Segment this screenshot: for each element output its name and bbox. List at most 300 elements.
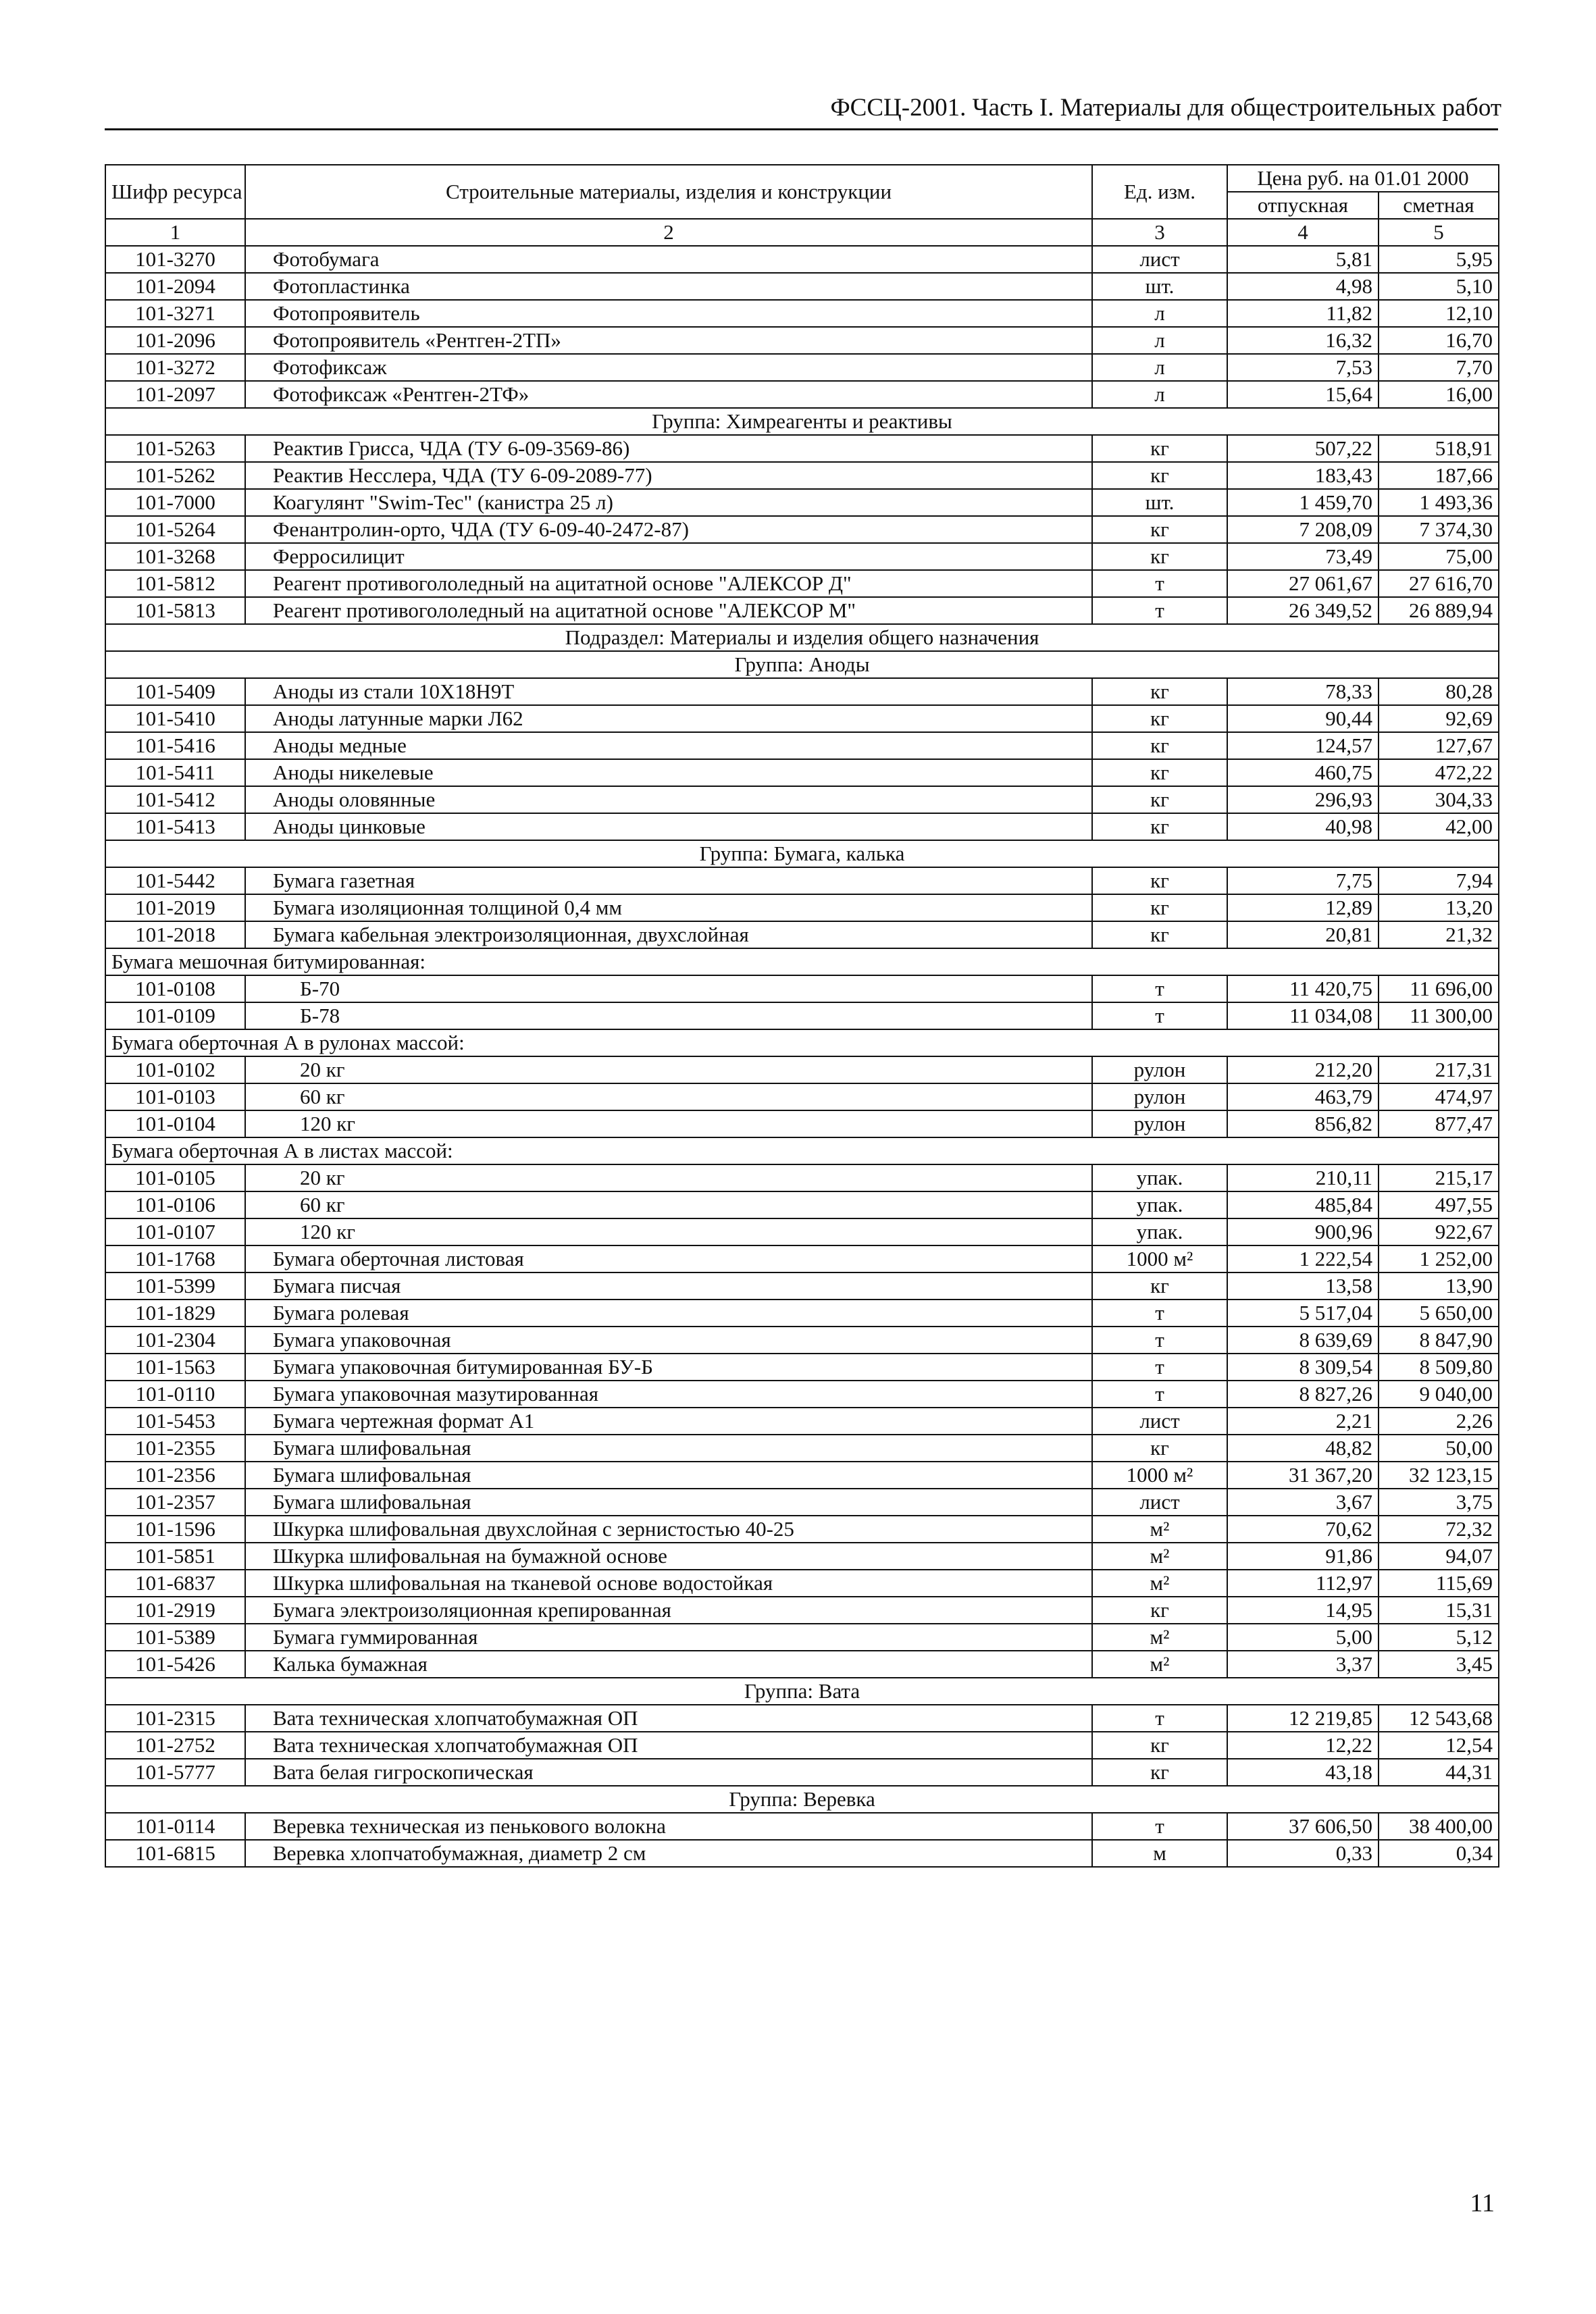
subsection-heading: Подраздел: Материалы и изделия общего назначения <box>105 624 1499 651</box>
release-price: 12,22 <box>1227 1732 1379 1759</box>
resource-code: 101-2919 <box>105 1597 245 1624</box>
material-name: Бумага ролевая <box>245 1300 1092 1327</box>
material-name: Бумага кабельная электроизоляционная, двухслойная <box>245 921 1092 948</box>
release-price: 507,22 <box>1227 435 1379 462</box>
subheading-row <box>105 1029 1499 1056</box>
release-price: 463,79 <box>1227 1083 1379 1110</box>
estimate-price: 13,20 <box>1379 894 1499 921</box>
resource-code: 101-0106 <box>105 1191 245 1218</box>
release-price: 48,82 <box>1227 1435 1379 1462</box>
material-name: Вата белая гигроскопическая <box>245 1759 1092 1786</box>
material-name: Фенантролин-орто, ЧДА (ТУ 6-09-40-2472-87) <box>245 516 1092 543</box>
material-name: 120 кг <box>245 1110 1092 1137</box>
material-name: Аноды цинковые <box>245 813 1092 840</box>
estimate-price: 518,91 <box>1379 435 1499 462</box>
table-row <box>105 381 1499 408</box>
table-row <box>105 705 1499 732</box>
material-name: Реагент противогололедный на ацитатной основе "АЛЕКСОР Д" <box>245 570 1092 597</box>
header-unit: Ед. изм. <box>1092 165 1227 219</box>
header-name: Строительные материалы, изделия и конструкции <box>245 165 1092 219</box>
estimate-price: 8 847,90 <box>1379 1327 1499 1354</box>
material-name: Бумага электроизоляционная крепированная <box>245 1597 1092 1624</box>
estimate-price: 3,45 <box>1379 1651 1499 1678</box>
release-price: 5,00 <box>1227 1624 1379 1651</box>
estimate-price: 5,95 <box>1379 246 1499 273</box>
table-row <box>105 300 1499 327</box>
material-name: Бумага шлифовальная <box>245 1462 1092 1489</box>
material-name: Бумага упаковочная <box>245 1327 1092 1354</box>
table-header <box>105 165 1499 246</box>
release-price: 8 639,69 <box>1227 1327 1379 1354</box>
release-price: 124,57 <box>1227 732 1379 759</box>
release-price: 112,97 <box>1227 1570 1379 1597</box>
unit-of-measure: т <box>1092 570 1227 597</box>
table-row <box>105 1056 1499 1083</box>
resource-code: 101-2019 <box>105 894 245 921</box>
estimate-price: 8 509,80 <box>1379 1354 1499 1381</box>
table-row <box>105 813 1499 840</box>
release-price: 37 606,50 <box>1227 1813 1379 1840</box>
material-name: Фотопроявитель <box>245 300 1092 327</box>
unit-of-measure: м² <box>1092 1543 1227 1570</box>
group-heading-row <box>105 1786 1499 1813</box>
table-row <box>105 1489 1499 1516</box>
document-header-title: ФССЦ-2001. Часть I. Материалы для общестроительных работ <box>830 94 1501 122</box>
unit-of-measure: т <box>1092 1002 1227 1029</box>
estimate-price: 12 543,68 <box>1379 1705 1499 1732</box>
release-price: 212,20 <box>1227 1056 1379 1083</box>
estimate-price: 11 696,00 <box>1379 975 1499 1002</box>
material-name: Бумага газетная <box>245 867 1092 894</box>
unit-of-measure: кг <box>1092 813 1227 840</box>
release-price: 31 367,20 <box>1227 1462 1379 1489</box>
unit-of-measure: лист <box>1092 246 1227 273</box>
unit-of-measure: т <box>1092 975 1227 1002</box>
table-row <box>105 1543 1499 1570</box>
estimate-price: 38 400,00 <box>1379 1813 1499 1840</box>
material-name: Б-70 <box>245 975 1092 1002</box>
table-row <box>105 894 1499 921</box>
table-row <box>105 597 1499 624</box>
estimate-price: 5 650,00 <box>1379 1300 1499 1327</box>
subheading-label: Бумага оберточная А в рулонах массой: <box>105 1029 1499 1056</box>
release-price: 856,82 <box>1227 1110 1379 1137</box>
material-name: Аноды медные <box>245 732 1092 759</box>
page-number: 11 <box>1470 2189 1495 2217</box>
resource-code: 101-5409 <box>105 678 245 705</box>
table-row <box>105 1705 1499 1732</box>
release-price: 7,75 <box>1227 867 1379 894</box>
resource-code: 101-3270 <box>105 246 245 273</box>
table-row <box>105 678 1499 705</box>
resource-code: 101-2315 <box>105 1705 245 1732</box>
estimate-price: 80,28 <box>1379 678 1499 705</box>
resource-code: 101-2355 <box>105 1435 245 1462</box>
resource-code: 101-5851 <box>105 1543 245 1570</box>
material-name: Вата техническая хлопчатобумажная ОП <box>245 1705 1092 1732</box>
unit-of-measure: кг <box>1092 1732 1227 1759</box>
material-name: Бумага писчая <box>245 1272 1092 1300</box>
estimate-price: 26 889,94 <box>1379 597 1499 624</box>
table-row <box>105 786 1499 813</box>
material-name: Фотопластинка <box>245 273 1092 300</box>
table-row <box>105 1272 1499 1300</box>
table-row <box>105 1435 1499 1462</box>
table-row <box>105 489 1499 516</box>
unit-of-measure: рулон <box>1092 1056 1227 1083</box>
unit-of-measure: кг <box>1092 786 1227 813</box>
resource-code: 101-2094 <box>105 273 245 300</box>
unit-of-measure: т <box>1092 1354 1227 1381</box>
table-row <box>105 462 1499 489</box>
table-row <box>105 759 1499 786</box>
estimate-price: 7,70 <box>1379 354 1499 381</box>
estimate-price: 215,17 <box>1379 1164 1499 1191</box>
release-price: 11,82 <box>1227 300 1379 327</box>
resource-code: 101-2096 <box>105 327 245 354</box>
resource-code: 101-0104 <box>105 1110 245 1137</box>
material-name: Бумага упаковочная битумированная БУ-Б <box>245 1354 1092 1381</box>
release-price: 8 309,54 <box>1227 1354 1379 1381</box>
resource-code: 101-0109 <box>105 1002 245 1029</box>
group-heading-row <box>105 408 1499 435</box>
unit-of-measure: упак. <box>1092 1218 1227 1245</box>
estimate-price: 94,07 <box>1379 1543 1499 1570</box>
unit-of-measure: м <box>1092 1840 1227 1867</box>
release-price: 91,86 <box>1227 1543 1379 1570</box>
unit-of-measure: кг <box>1092 1435 1227 1462</box>
release-price: 485,84 <box>1227 1191 1379 1218</box>
unit-of-measure: рулон <box>1092 1083 1227 1110</box>
table-row <box>105 867 1499 894</box>
material-name: 60 кг <box>245 1191 1092 1218</box>
table-row <box>105 1191 1499 1218</box>
release-price: 7 208,09 <box>1227 516 1379 543</box>
material-name: Веревка техническая из пенькового волокна <box>245 1813 1092 1840</box>
resource-code: 101-5411 <box>105 759 245 786</box>
material-name: Фотопроявитель «Рентген-2ТП» <box>245 327 1092 354</box>
material-name: Вата техническая хлопчатобумажная ОП <box>245 1732 1092 1759</box>
unit-of-measure: т <box>1092 1381 1227 1408</box>
table-row <box>105 1462 1499 1489</box>
table-row <box>105 1083 1499 1110</box>
unit-of-measure: кг <box>1092 921 1227 948</box>
estimate-price: 12,10 <box>1379 300 1499 327</box>
unit-of-measure: кг <box>1092 516 1227 543</box>
estimate-price: 922,67 <box>1379 1218 1499 1245</box>
resource-code: 101-0110 <box>105 1381 245 1408</box>
material-name: 120 кг <box>245 1218 1092 1245</box>
material-name: Бумага гуммированная <box>245 1624 1092 1651</box>
release-price: 7,53 <box>1227 354 1379 381</box>
resource-code: 101-1563 <box>105 1354 245 1381</box>
material-name: 20 кг <box>245 1056 1092 1083</box>
resource-code: 101-5442 <box>105 867 245 894</box>
resource-code: 101-0105 <box>105 1164 245 1191</box>
release-price: 1 222,54 <box>1227 1245 1379 1272</box>
resource-code: 101-3271 <box>105 300 245 327</box>
release-price: 12,89 <box>1227 894 1379 921</box>
resource-code: 101-3268 <box>105 543 245 570</box>
subheading-row <box>105 1137 1499 1164</box>
unit-of-measure: т <box>1092 597 1227 624</box>
resource-code: 101-2304 <box>105 1327 245 1354</box>
resource-code: 101-5813 <box>105 597 245 624</box>
resource-code: 101-1768 <box>105 1245 245 1272</box>
resource-code: 101-5453 <box>105 1408 245 1435</box>
material-name: Коагулянт "Swim-Tec" (канистра 25 л) <box>245 489 1092 516</box>
estimate-price: 9 040,00 <box>1379 1381 1499 1408</box>
material-name: 20 кг <box>245 1164 1092 1191</box>
resource-code: 101-2018 <box>105 921 245 948</box>
material-name: 60 кг <box>245 1083 1092 1110</box>
material-name: Бумага изоляционная толщиной 0,4 мм <box>245 894 1092 921</box>
release-price: 26 349,52 <box>1227 597 1379 624</box>
resource-code: 101-2357 <box>105 1489 245 1516</box>
unit-of-measure: м² <box>1092 1651 1227 1678</box>
release-price: 183,43 <box>1227 462 1379 489</box>
resource-code: 101-2356 <box>105 1462 245 1489</box>
table-row <box>105 1840 1499 1867</box>
unit-of-measure: упак. <box>1092 1164 1227 1191</box>
material-name: Шкурка шлифовальная на тканевой основе водостойкая <box>245 1570 1092 1597</box>
group-heading: Группа: Аноды <box>105 651 1499 678</box>
table-row <box>105 1354 1499 1381</box>
unit-of-measure: л <box>1092 381 1227 408</box>
unit-of-measure: л <box>1092 300 1227 327</box>
release-price: 210,11 <box>1227 1164 1379 1191</box>
table-row <box>105 273 1499 300</box>
subheading-row <box>105 948 1499 975</box>
table-row <box>105 1570 1499 1597</box>
resource-code: 101-0114 <box>105 1813 245 1840</box>
estimate-price: 16,70 <box>1379 327 1499 354</box>
unit-of-measure: кг <box>1092 705 1227 732</box>
unit-of-measure: лист <box>1092 1408 1227 1435</box>
table-row <box>105 435 1499 462</box>
estimate-price: 12,54 <box>1379 1732 1499 1759</box>
table-row <box>105 516 1499 543</box>
unit-of-measure: кг <box>1092 543 1227 570</box>
table-row <box>105 732 1499 759</box>
table-row <box>105 1813 1499 1840</box>
resource-code: 101-6815 <box>105 1840 245 1867</box>
table-row <box>105 1327 1499 1354</box>
estimate-price: 1 493,36 <box>1379 489 1499 516</box>
resource-code: 101-5264 <box>105 516 245 543</box>
estimate-price: 27 616,70 <box>1379 570 1499 597</box>
table-row <box>105 1597 1499 1624</box>
unit-of-measure: кг <box>1092 894 1227 921</box>
release-price: 90,44 <box>1227 705 1379 732</box>
resource-code: 101-5399 <box>105 1272 245 1300</box>
header-estimate-price: сметная <box>1379 192 1499 219</box>
material-name: Аноды никелевые <box>245 759 1092 786</box>
material-name: Фотобумага <box>245 246 1092 273</box>
unit-of-measure: шт. <box>1092 273 1227 300</box>
resource-code: 101-5413 <box>105 813 245 840</box>
resource-code: 101-0103 <box>105 1083 245 1110</box>
estimate-price: 16,00 <box>1379 381 1499 408</box>
estimate-price: 32 123,15 <box>1379 1462 1499 1489</box>
material-name: Шкурка шлифовальная на бумажной основе <box>245 1543 1092 1570</box>
release-price: 1 459,70 <box>1227 489 1379 516</box>
table-row <box>105 1408 1499 1435</box>
header-col-number: 5 <box>1379 219 1499 246</box>
resource-code: 101-0108 <box>105 975 245 1002</box>
resource-code: 101-5812 <box>105 570 245 597</box>
unit-of-measure: шт. <box>1092 489 1227 516</box>
estimate-price: 5,12 <box>1379 1624 1499 1651</box>
unit-of-measure: м² <box>1092 1570 1227 1597</box>
resource-code: 101-1829 <box>105 1300 245 1327</box>
unit-of-measure: л <box>1092 327 1227 354</box>
material-name: Аноды оловянные <box>245 786 1092 813</box>
material-name: Бумага оберточная листовая <box>245 1245 1092 1272</box>
estimate-price: 7 374,30 <box>1379 516 1499 543</box>
header-price: Цена руб. на 01.01 2000 <box>1227 165 1499 192</box>
release-price: 27 061,67 <box>1227 570 1379 597</box>
unit-of-measure: м² <box>1092 1624 1227 1651</box>
material-name: Аноды латунные марки Л62 <box>245 705 1092 732</box>
resource-code: 101-0102 <box>105 1056 245 1083</box>
estimate-price: 72,32 <box>1379 1516 1499 1543</box>
resource-code: 101-2752 <box>105 1732 245 1759</box>
release-price: 20,81 <box>1227 921 1379 948</box>
estimate-price: 7,94 <box>1379 867 1499 894</box>
table-row <box>105 543 1499 570</box>
table-row <box>105 1732 1499 1759</box>
resource-code: 101-7000 <box>105 489 245 516</box>
header-code: Шифр ресурса <box>105 165 245 219</box>
release-price: 8 827,26 <box>1227 1381 1379 1408</box>
table-body <box>105 246 1499 1867</box>
release-price: 3,67 <box>1227 1489 1379 1516</box>
table-row <box>105 570 1499 597</box>
unit-of-measure: 1000 м² <box>1092 1462 1227 1489</box>
unit-of-measure: кг <box>1092 1597 1227 1624</box>
material-name: Бумага чертежная формат А1 <box>245 1408 1092 1435</box>
unit-of-measure: кг <box>1092 759 1227 786</box>
group-heading: Группа: Бумага, калька <box>105 840 1499 867</box>
unit-of-measure: м² <box>1092 1516 1227 1543</box>
resource-code: 101-5412 <box>105 786 245 813</box>
material-name: Аноды из стали 10Х18Н9Т <box>245 678 1092 705</box>
subheading-label: Бумага мешочная битумированная: <box>105 948 1499 975</box>
release-price: 16,32 <box>1227 327 1379 354</box>
resource-code: 101-5262 <box>105 462 245 489</box>
material-name: Шкурка шлифовальная двухслойная с зернистостью 40-25 <box>245 1516 1092 1543</box>
estimate-price: 50,00 <box>1379 1435 1499 1462</box>
estimate-price: 15,31 <box>1379 1597 1499 1624</box>
resource-code: 101-5263 <box>105 435 245 462</box>
release-price: 3,37 <box>1227 1651 1379 1678</box>
group-heading: Группа: Веревка <box>105 1786 1499 1813</box>
material-name: Веревка хлопчатобумажная, диаметр 2 см <box>245 1840 1092 1867</box>
header-divider <box>105 128 1498 130</box>
release-price: 900,96 <box>1227 1218 1379 1245</box>
estimate-price: 92,69 <box>1379 705 1499 732</box>
estimate-price: 472,22 <box>1379 759 1499 786</box>
release-price: 43,18 <box>1227 1759 1379 1786</box>
header-col-number: 4 <box>1227 219 1379 246</box>
header-col-number: 1 <box>105 219 245 246</box>
estimate-price: 11 300,00 <box>1379 1002 1499 1029</box>
material-name: Фотофиксаж <box>245 354 1092 381</box>
release-price: 12 219,85 <box>1227 1705 1379 1732</box>
resource-code: 101-0107 <box>105 1218 245 1245</box>
table-row <box>105 327 1499 354</box>
table-row <box>105 1002 1499 1029</box>
unit-of-measure: рулон <box>1092 1110 1227 1137</box>
table-row <box>105 1110 1499 1137</box>
release-price: 11 420,75 <box>1227 975 1379 1002</box>
unit-of-measure: кг <box>1092 1759 1227 1786</box>
estimate-price: 13,90 <box>1379 1272 1499 1300</box>
table-row <box>105 246 1499 273</box>
estimate-price: 304,33 <box>1379 786 1499 813</box>
unit-of-measure: т <box>1092 1705 1227 1732</box>
header-col-number: 2 <box>245 219 1092 246</box>
unit-of-measure: кг <box>1092 1272 1227 1300</box>
release-price: 14,95 <box>1227 1597 1379 1624</box>
release-price: 73,49 <box>1227 543 1379 570</box>
resource-code: 101-6837 <box>105 1570 245 1597</box>
subsection-heading-row <box>105 624 1499 651</box>
estimate-price: 474,97 <box>1379 1083 1499 1110</box>
resource-code: 101-2097 <box>105 381 245 408</box>
group-heading-row <box>105 840 1499 867</box>
table-row <box>105 1759 1499 1786</box>
release-price: 4,98 <box>1227 273 1379 300</box>
material-name: Калька бумажная <box>245 1651 1092 1678</box>
resource-code: 101-5410 <box>105 705 245 732</box>
table-row <box>105 975 1499 1002</box>
estimate-price: 1 252,00 <box>1379 1245 1499 1272</box>
resource-code: 101-5389 <box>105 1624 245 1651</box>
header-release-price: отпускная <box>1227 192 1379 219</box>
release-price: 40,98 <box>1227 813 1379 840</box>
resource-code: 101-5416 <box>105 732 245 759</box>
release-price: 70,62 <box>1227 1516 1379 1543</box>
estimate-price: 0,34 <box>1379 1840 1499 1867</box>
group-heading-row <box>105 1678 1499 1705</box>
material-name: Бумага упаковочная мазутированная <box>245 1381 1092 1408</box>
material-name: Реагент противогололедный на ацитатной основе "АЛЕКСОР М" <box>245 597 1092 624</box>
material-name: Бумага шлифовальная <box>245 1435 1092 1462</box>
subheading-label: Бумага оберточная А в листах массой: <box>105 1137 1499 1164</box>
table-row <box>105 1381 1499 1408</box>
group-heading: Группа: Вата <box>105 1678 1499 1705</box>
estimate-price: 75,00 <box>1379 543 1499 570</box>
resource-code: 101-5426 <box>105 1651 245 1678</box>
table-row <box>105 354 1499 381</box>
unit-of-measure: кг <box>1092 732 1227 759</box>
release-price: 2,21 <box>1227 1408 1379 1435</box>
unit-of-measure: упак. <box>1092 1191 1227 1218</box>
estimate-price: 5,10 <box>1379 273 1499 300</box>
material-name: Реактив Несслера, ЧДА (ТУ 6-09-2089-77) <box>245 462 1092 489</box>
release-price: 15,64 <box>1227 381 1379 408</box>
unit-of-measure: кг <box>1092 867 1227 894</box>
price-table <box>105 164 1499 1868</box>
unit-of-measure: т <box>1092 1813 1227 1840</box>
estimate-price: 115,69 <box>1379 1570 1499 1597</box>
estimate-price: 44,31 <box>1379 1759 1499 1786</box>
estimate-price: 42,00 <box>1379 813 1499 840</box>
material-name: Реактив Грисса, ЧДА (ТУ 6-09-3569-86) <box>245 435 1092 462</box>
table-row <box>105 1516 1499 1543</box>
